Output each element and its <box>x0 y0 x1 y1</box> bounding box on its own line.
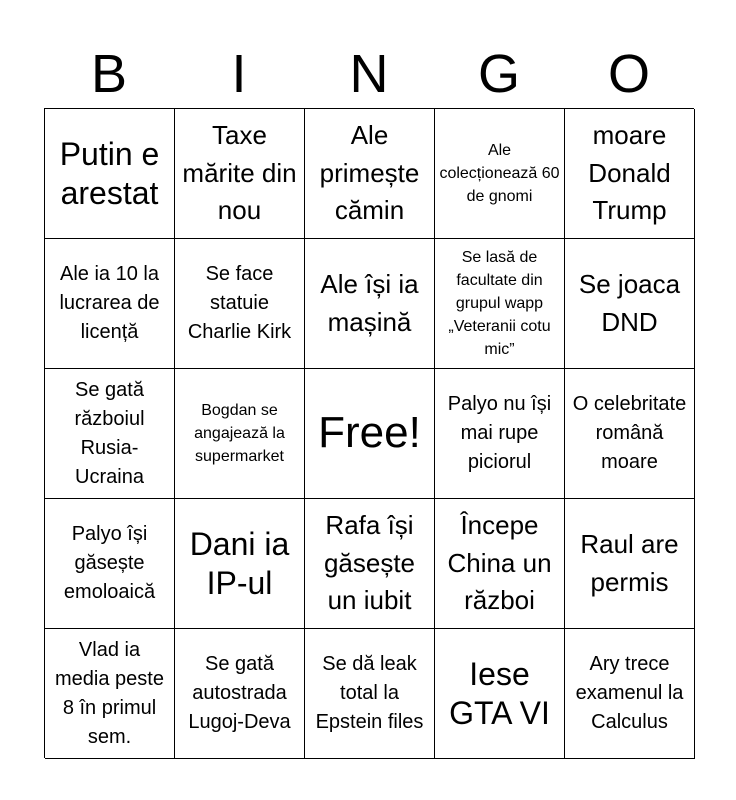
bingo-cell-21[interactable] <box>45 629 175 759</box>
bingo-cell-text: Începe China un război <box>447 509 552 616</box>
bingo-cell-8[interactable] <box>305 239 435 369</box>
bingo-header <box>44 40 694 108</box>
bingo-cell-text: Ale își ia mașină <box>320 268 419 337</box>
bingo-cell-text: Bogdan se angajează la supermarket <box>194 401 285 466</box>
bingo-cell-23[interactable] <box>305 629 435 759</box>
free-space-text: Free! <box>318 408 421 458</box>
bingo-cell-text: Iese GTA VI <box>449 656 550 731</box>
header-letter-o: O <box>607 44 650 104</box>
bingo-cell-text: Se face statuie Charlie Kirk <box>187 263 292 343</box>
bingo-cell-text: Se dă leak total la Epstein files <box>315 653 424 733</box>
bingo-cell-text: Dani ia IP-ul <box>189 526 290 601</box>
bingo-cell-2[interactable] <box>175 109 305 239</box>
bingo-cell-text: moare Donald Trump <box>588 119 671 226</box>
bingo-cell-25[interactable] <box>565 629 695 759</box>
bingo-cell-14[interactable] <box>435 369 565 499</box>
bingo-cell-17[interactable] <box>175 499 305 629</box>
bingo-board <box>44 108 694 758</box>
bingo-cell-20[interactable] <box>565 499 695 629</box>
bingo-cell-text: Se gată războiul Rusia-Ucraina <box>74 378 145 488</box>
bingo-cell-text: Se gată autostrada Lugoj-Deva <box>188 653 291 733</box>
header-letter-g: G <box>477 44 520 104</box>
bingo-cell-text: Raul are permis <box>580 528 679 597</box>
bingo-cell-text: Se joaca DND <box>578 268 681 337</box>
bingo-cell-6[interactable] <box>45 239 175 369</box>
bingo-cell-24[interactable] <box>435 629 565 759</box>
bingo-cell-9[interactable] <box>435 239 565 369</box>
bingo-cell-12[interactable] <box>175 369 305 499</box>
bingo-free-space[interactable] <box>305 369 435 499</box>
bingo-cell-text: Ale colecționează 60 de gnomi <box>439 141 560 206</box>
bingo-cell-text: Rafa își găsește un iubit <box>323 509 416 616</box>
bingo-cell-text: Ary trece examenul la Calculus <box>575 653 684 733</box>
bingo-cell-text: Palyo nu își mai rupe piciorul <box>447 393 552 473</box>
bingo-cell-text: Taxe mărite din nou <box>182 119 297 226</box>
bingo-cell-19[interactable] <box>435 499 565 629</box>
bingo-cell-text: Ale ia 10 la lucrarea de licență <box>59 263 160 343</box>
bingo-cell-3[interactable] <box>305 109 435 239</box>
bingo-cell-18[interactable] <box>305 499 435 629</box>
bingo-cell-text: Palyo își găsește emoloaică <box>63 523 156 603</box>
bingo-cell-text: Se lasă de facultate din grupul wapp „Veteranii cotu mic” <box>448 248 551 359</box>
header-letter-n: N <box>349 44 389 104</box>
header-letter-b: B <box>90 44 128 104</box>
bingo-cell-10[interactable] <box>565 239 695 369</box>
bingo-cell-11[interactable] <box>45 369 175 499</box>
bingo-cell-4[interactable] <box>435 109 565 239</box>
bingo-cell-text: Putin e arestat <box>59 136 160 211</box>
bingo-cell-1[interactable] <box>45 109 175 239</box>
bingo-cell-15[interactable] <box>565 369 695 499</box>
bingo-cell-text: O celebritate română moare <box>572 393 687 473</box>
bingo-cell-22[interactable] <box>175 629 305 759</box>
bingo-cell-text: Ale primește cămin <box>319 119 420 226</box>
bingo-cell-5[interactable] <box>565 109 695 239</box>
bingo-cell-7[interactable] <box>175 239 305 369</box>
header-letter-i: I <box>231 44 247 104</box>
bingo-cell-16[interactable] <box>45 499 175 629</box>
bingo-cell-text: Vlad ia media peste 8 în primul sem. <box>55 638 164 748</box>
